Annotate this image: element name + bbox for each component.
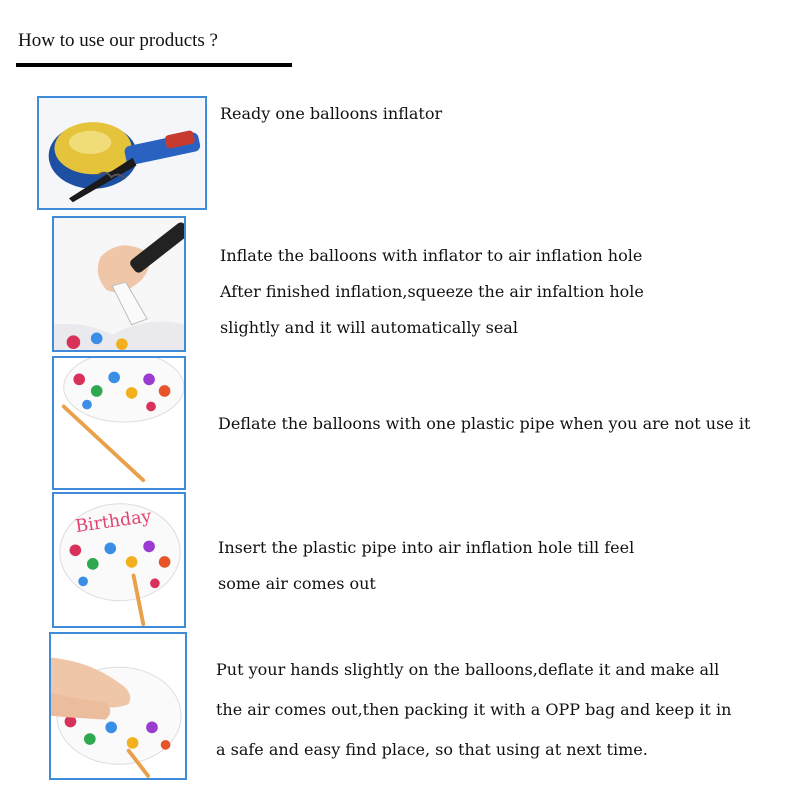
step-2-line-2: After finished inflation,squeeze the air infaltion hole [220,282,644,301]
birthday-balloon-pipe-icon [54,494,184,626]
step-5-text [216,650,731,770]
step-5-line-2: the air comes out,then packing it with a OPP bag and keep it in [216,700,732,719]
step-1-line-1: Ready one balloons inflator [220,104,443,123]
step-1-text [220,96,442,132]
step-5-line-3: a safe and easy find place, so that using at next time. [216,740,648,759]
balloon-and-pipe-icon [54,358,184,488]
inflator-pump-icon [39,98,205,208]
hands-on-balloon-icon [51,634,185,778]
step-5-image [49,632,187,780]
step-4-line-1: Insert the plastic pipe into air inflation hole till feel [218,538,635,557]
step-3-text [218,406,750,442]
step-4-line-2: some air comes out [218,574,376,593]
step-1-image [37,96,207,210]
step-2-line-1: Inflate the balloons with inflator to air inflation hole [220,246,643,265]
title-underline [16,63,292,67]
step-2-image [52,216,186,352]
step-3-line-1: Deflate the balloons with one plastic pipe when you are not use it [218,414,751,433]
balloon-print-text: Birthday [74,506,153,538]
step-4-text [218,530,634,602]
step-3-image [52,356,186,490]
step-5-line-1: Put your hands slightly on the balloons,deflate it and make all [216,660,720,679]
step-2-line-3: slightly and it will automatically seal [220,318,518,337]
page-title: How to use our products ? [18,30,218,51]
step-2-text [220,238,644,346]
inflating-balloon-icon [54,218,184,350]
step-4-image [52,492,186,628]
